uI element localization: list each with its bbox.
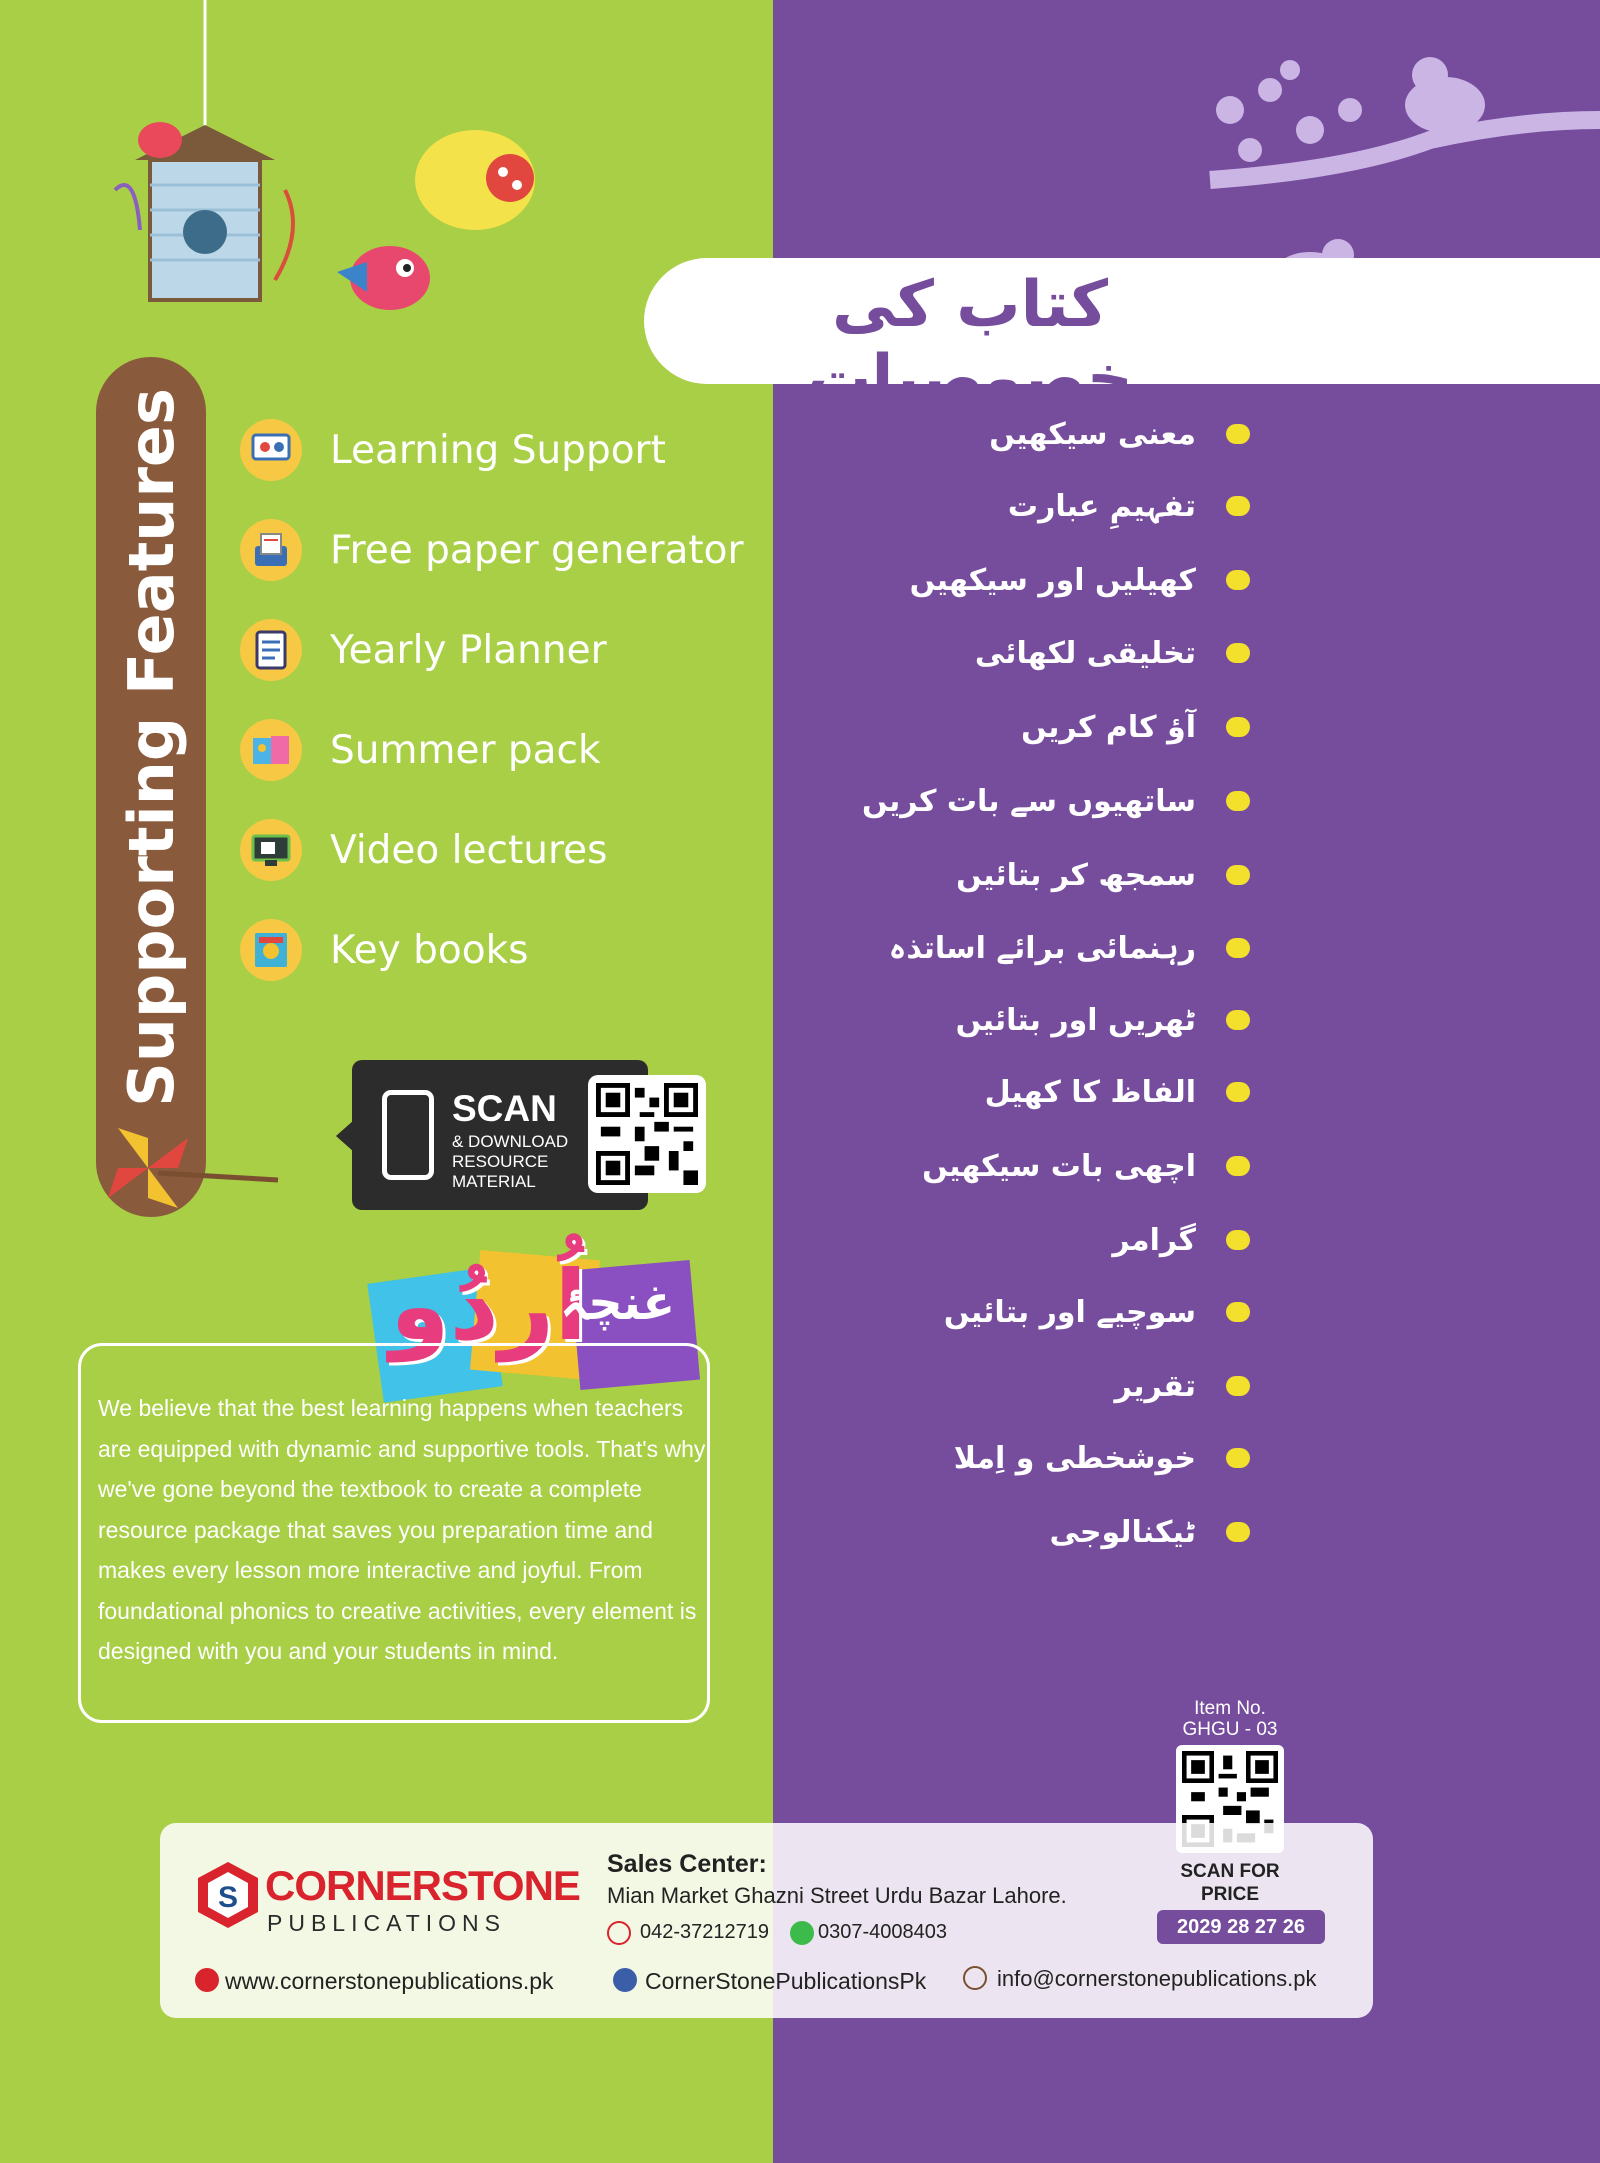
bullet-icon [1226,643,1250,663]
feature-label: Summer pack [330,727,601,773]
item-number: Item No. GHGU - 03 [1182,1698,1278,1740]
phone-icon [382,1090,434,1180]
whatsapp-number[interactable]: 0307-4008403 [818,1921,948,1943]
urdu-feature-item: معنی سیکھیں [989,404,1250,464]
resource-qr-code[interactable] [588,1075,706,1193]
whatsapp-icon [790,1921,814,1945]
bullet-icon [1226,1082,1250,1102]
bullet-icon [1226,1376,1250,1396]
feature-label: Learning Support [330,427,666,473]
feature-label: Free paper generator [330,527,744,573]
urdu-feature-item: خوشخطی و اِملا [954,1428,1250,1488]
brand-subtitle: PUBLICATIONS [267,1910,506,1936]
sales-address: Mian Market Ghazni Street Urdu Bazar Lahore. [607,1883,1067,1908]
brand-name: CORNERSTONE [265,1862,580,1909]
urdu-feature-item: آؤ کام کریں [1021,697,1250,757]
key-book-icon [240,919,302,981]
supporting-features-title: Supporting Features [114,387,188,1107]
email-link[interactable]: info@cornerstonepublications.pk [997,1966,1317,1991]
website-link[interactable]: www.cornerstonepublications.pk [225,1968,554,1994]
svg-text:S: S [217,1881,239,1914]
video-lecture-icon [240,819,302,881]
paper-generator-icon [240,519,302,581]
price-code: 2029 28 27 26 [1157,1910,1325,1944]
feature-label: Yearly Planner [330,627,607,673]
description-text: We believe that the best learning happens when teachers are equipped with dynamic and supportive tools. That's why we've gone beyond the textbook to create a complete resource package that saves you preparation time and makes every lesson more interactive and joyful. From foundational phonics to creative activities, every element is designed with you and your students in mind. [98,1395,706,1664]
teacher-support-icon [240,419,302,481]
phone-number[interactable]: 042-37212719 [640,1921,770,1943]
email-icon [963,1966,987,1990]
bullet-icon [1226,424,1250,444]
summer-pack-icon [240,719,302,781]
phone-icon [607,1921,631,1945]
bullet-icon [1226,865,1250,885]
urdu-feature-item: ساتھیوں سے بات کریں [862,771,1250,831]
book-logo-urdu: اُردُو [390,1250,588,1362]
facebook-link[interactable]: CornerStonePublicationsPk [645,1968,927,1994]
urdu-feature-item: تقریر [1115,1356,1250,1416]
bullet-icon [1226,1230,1250,1250]
urdu-feature-item: ٹھریں اور بتائیں [956,990,1250,1050]
pinwheel-icon [98,1118,288,1218]
bullet-icon [1226,1302,1250,1322]
feature-label: Key books [330,927,529,973]
bullet-icon [1226,938,1250,958]
feature-item[interactable] [240,715,760,785]
urdu-feature-item: ٹیکنالوجی [1049,1502,1250,1562]
bullet-icon [1226,791,1250,811]
urdu-feature-item: الفاظ کا کھیل [985,1062,1250,1122]
urdu-feature-item: گرامر [1112,1210,1250,1270]
urdu-feature-item: سوچیے اور بتائیں [944,1282,1250,1342]
planner-icon [240,619,302,681]
urdu-feature-item: کھیلیں اور سیکھیں [910,550,1250,610]
bullet-icon [1226,1010,1250,1030]
urdu-feature-item: رہنمائی برائے اساتذہ [889,918,1250,978]
bullet-icon [1226,1522,1250,1542]
scan-subtitle: & DOWNLOAD RESOURCE MATERIAL [452,1132,569,1191]
feature-label: Video lectures [330,827,608,873]
scan-title: SCAN [452,1088,557,1129]
cornerstone-logo-icon [195,1860,261,1930]
urdu-feature-item: سمجھ کر بتائیں [956,845,1250,905]
urdu-feature-item: اچھی بات سیکھیں [922,1136,1250,1196]
globe-icon [195,1968,219,1992]
sales-center-title: Sales Center: [607,1850,767,1878]
feature-item[interactable] [240,915,760,985]
urdu-heading: کتاب کی خصوصیات [807,268,1133,416]
urdu-feature-item: تفہیمِ عبارت [1008,476,1250,536]
facebook-icon [613,1968,637,1992]
urdu-feature-item: تخلیقی لکھائی [975,623,1250,683]
scan-for-price-label: SCAN FOR PRICE [1180,1861,1280,1905]
bullet-icon [1226,496,1250,516]
birdhouse-illustration [105,0,575,320]
feature-item[interactable] [240,415,760,485]
bullet-icon [1226,1156,1250,1176]
bullet-icon [1226,1448,1250,1468]
bullet-icon [1226,570,1250,590]
bullet-icon [1226,717,1250,737]
feature-item[interactable] [240,515,760,585]
feature-item[interactable] [240,815,760,885]
book-logo-ghuncha: غنچۂ [560,1275,676,1331]
feature-item[interactable] [240,615,760,685]
